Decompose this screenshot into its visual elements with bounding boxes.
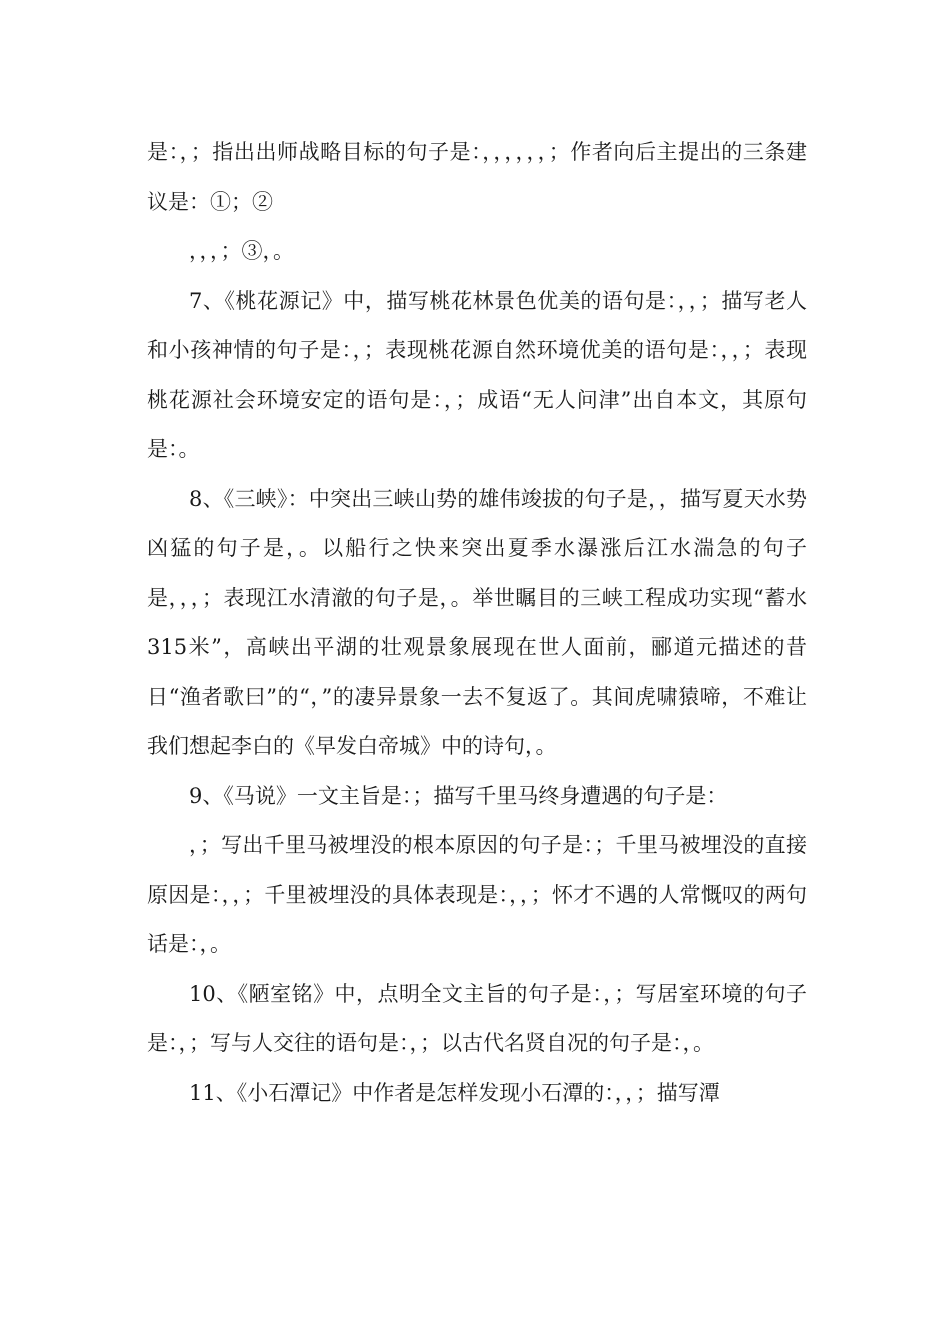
paragraph-item-10: 10、《陋室铭》中，点明全文主旨的句子是：，；写居室环境的句子是：，；写与人交往的语句是：，；以古代名贤自况的句子是：，。 bbox=[147, 981, 807, 1055]
paragraph-item-9: 9、《马说》一文主旨是：；描写千里马终身遭遇的句子是： bbox=[189, 783, 728, 808]
document-body bbox=[147, 128, 807, 1118]
paragraph-item-7: 7、《桃花源记》中，描写桃花林景色优美的语句是：，，；描写老人和小孩神情的句子是：，；表现桃花源自然环境优美的语句是：，，；表现桃花源社会环境安定的语句是：，；成语“无人问津”出自本文，其原句是：。 bbox=[147, 288, 807, 461]
paragraph-item-9-continued: ，；写出千里马被埋没的根本原因的句子是：；千里马被埋没的直接原因是：，，；千里被埋没的具体表现是：，，；怀才不遇的人常慨叹的两句话是：，。 bbox=[147, 833, 807, 956]
paragraph-continuation-2: ，，，；③，。 bbox=[189, 239, 294, 263]
paragraph-item-8: 8、《三峡》：中突出三峡山势的雄伟竣拔的句子是，，描写夏天水势凶猛的句子是，。以船行之快来突出夏季水瀑涨后江水湍急的句子是，，，；表现江水清澈的句子是，。举世瞩目的三峡工程成功实现“蓄水315米”，高峡出平湖的壮观景象展现在世人面前，郦道元描述的昔日“渔者歌曰”的“，”的凄异景象一去不复返了。其间虎啸猿啼，不难让我们想起李白的《早发白帝城》中的诗句，。 bbox=[147, 486, 807, 758]
paragraph-continuation: 是：，；指出出师战略目标的句子是：，，，，，，；作者向后主提出的三条建议是：①；② bbox=[147, 140, 807, 214]
paragraph-item-11: 11、《小石潭记》中作者是怎样发现小石潭的：，，；描写潭 bbox=[189, 1080, 720, 1105]
